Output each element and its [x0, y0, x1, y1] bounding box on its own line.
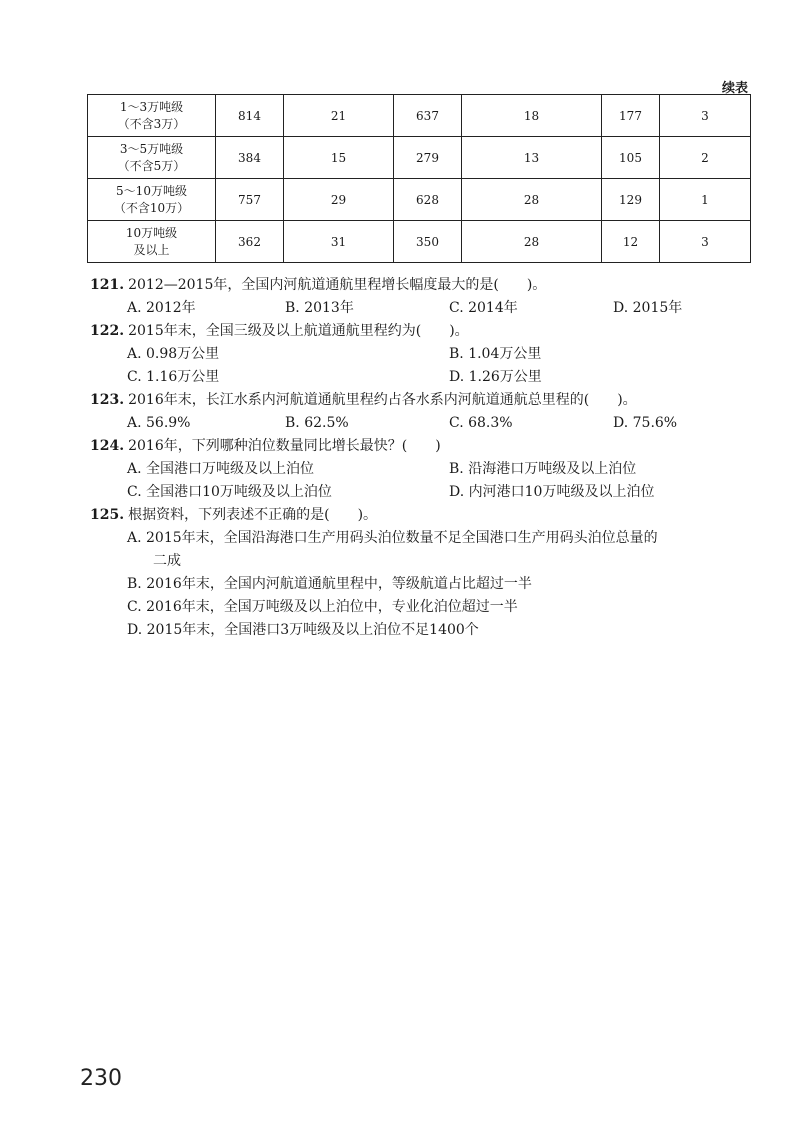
question-124	[90, 435, 770, 504]
berth-data-table	[87, 94, 751, 263]
option-a: A. 全国港口万吨级及以上泊位	[127, 461, 315, 477]
option-a: A. 56.9%	[127, 415, 191, 431]
question-number: 123.	[90, 392, 125, 408]
row-category: 3～5万吨级 （不含5万）	[88, 137, 216, 179]
table-cell: 1	[660, 179, 751, 221]
table-cell: 384	[216, 137, 284, 179]
question-stem: 2012—2015年，全国内河航道通航里程增长幅度最大的是( )。	[128, 277, 547, 293]
option-b: B. 1.04万公里	[449, 346, 542, 362]
option-c: C. 全国港口10万吨级及以上泊位	[127, 484, 332, 500]
table-cell: 177	[602, 95, 660, 137]
continued-label: 续表	[721, 81, 748, 96]
option-b: B. 2013年	[285, 300, 354, 316]
table-cell: 12	[602, 221, 660, 263]
table-cell: 15	[284, 137, 394, 179]
question-list	[90, 274, 770, 642]
table-cell: 29	[284, 179, 394, 221]
table-cell: 13	[462, 137, 602, 179]
question-123	[90, 389, 770, 435]
option-a-continued: 二成	[153, 553, 181, 569]
table-cell: 21	[284, 95, 394, 137]
table-cell: 350	[394, 221, 462, 263]
question-number: 122.	[90, 323, 125, 339]
table-cell: 757	[216, 179, 284, 221]
table-cell: 3	[660, 95, 751, 137]
row-category: 1～3万吨级 （不含3万）	[88, 95, 216, 137]
table-row	[88, 221, 751, 263]
option-d: D. 内河港口10万吨级及以上泊位	[449, 484, 655, 500]
question-125	[90, 504, 770, 642]
option-d: D. 1.26万公里	[449, 369, 542, 385]
question-stem: 2015年末，全国三级及以上航道通航里程约为( )。	[128, 323, 469, 339]
question-number: 124.	[90, 438, 125, 454]
question-122	[90, 320, 770, 389]
row-category: 10万吨级 及以上	[88, 221, 216, 263]
option-c: C. 68.3%	[449, 415, 513, 431]
table-cell: 637	[394, 95, 462, 137]
page-number: 230	[80, 1066, 122, 1091]
table-row	[88, 137, 751, 179]
question-stem: 根据资料，下列表述不正确的是( )。	[128, 507, 378, 523]
table-cell: 129	[602, 179, 660, 221]
table-cell: 814	[216, 95, 284, 137]
row-category: 5～10万吨级 （不含10万）	[88, 179, 216, 221]
option-c: C. 1.16万公里	[127, 369, 220, 385]
table-cell: 28	[462, 179, 602, 221]
question-stem: 2016年末，长江水系内河航道通航里程约占各水系内河航道通航总里程的( )。	[128, 392, 637, 408]
question-number: 121.	[90, 277, 125, 293]
table-cell: 105	[602, 137, 660, 179]
option-b: B. 62.5%	[285, 415, 349, 431]
option-b: B. 2016年末，全国内河航道通航里程中，等级航道占比超过一半	[127, 576, 532, 592]
option-d: D. 75.6%	[613, 415, 678, 431]
option-a: A. 2012年	[127, 300, 196, 316]
table-cell: 31	[284, 221, 394, 263]
option-d: D. 2015年末，全国港口3万吨级及以上泊位不足1400个	[127, 622, 479, 638]
option-b: B. 沿海港口万吨级及以上泊位	[449, 461, 637, 477]
question-number: 125.	[90, 507, 125, 523]
table-row	[88, 179, 751, 221]
table-cell: 18	[462, 95, 602, 137]
option-a: A. 0.98万公里	[127, 346, 220, 362]
table-cell: 28	[462, 221, 602, 263]
table-cell: 362	[216, 221, 284, 263]
table-cell: 3	[660, 221, 751, 263]
question-stem: 2016年，下列哪种泊位数量同比增长最快？( )	[128, 438, 441, 454]
table-row	[88, 95, 751, 137]
question-121	[90, 274, 770, 320]
table-cell: 2	[660, 137, 751, 179]
table-cell: 279	[394, 137, 462, 179]
option-a: A. 2015年末，全国沿海港口生产用码头泊位数量不足全国港口生产用码头泊位总量的	[127, 530, 658, 546]
option-d: D. 2015年	[613, 300, 683, 316]
option-c: C. 2014年	[449, 300, 518, 316]
option-c: C. 2016年末，全国万吨级及以上泊位中，专业化泊位超过一半	[127, 599, 518, 615]
table-cell: 628	[394, 179, 462, 221]
